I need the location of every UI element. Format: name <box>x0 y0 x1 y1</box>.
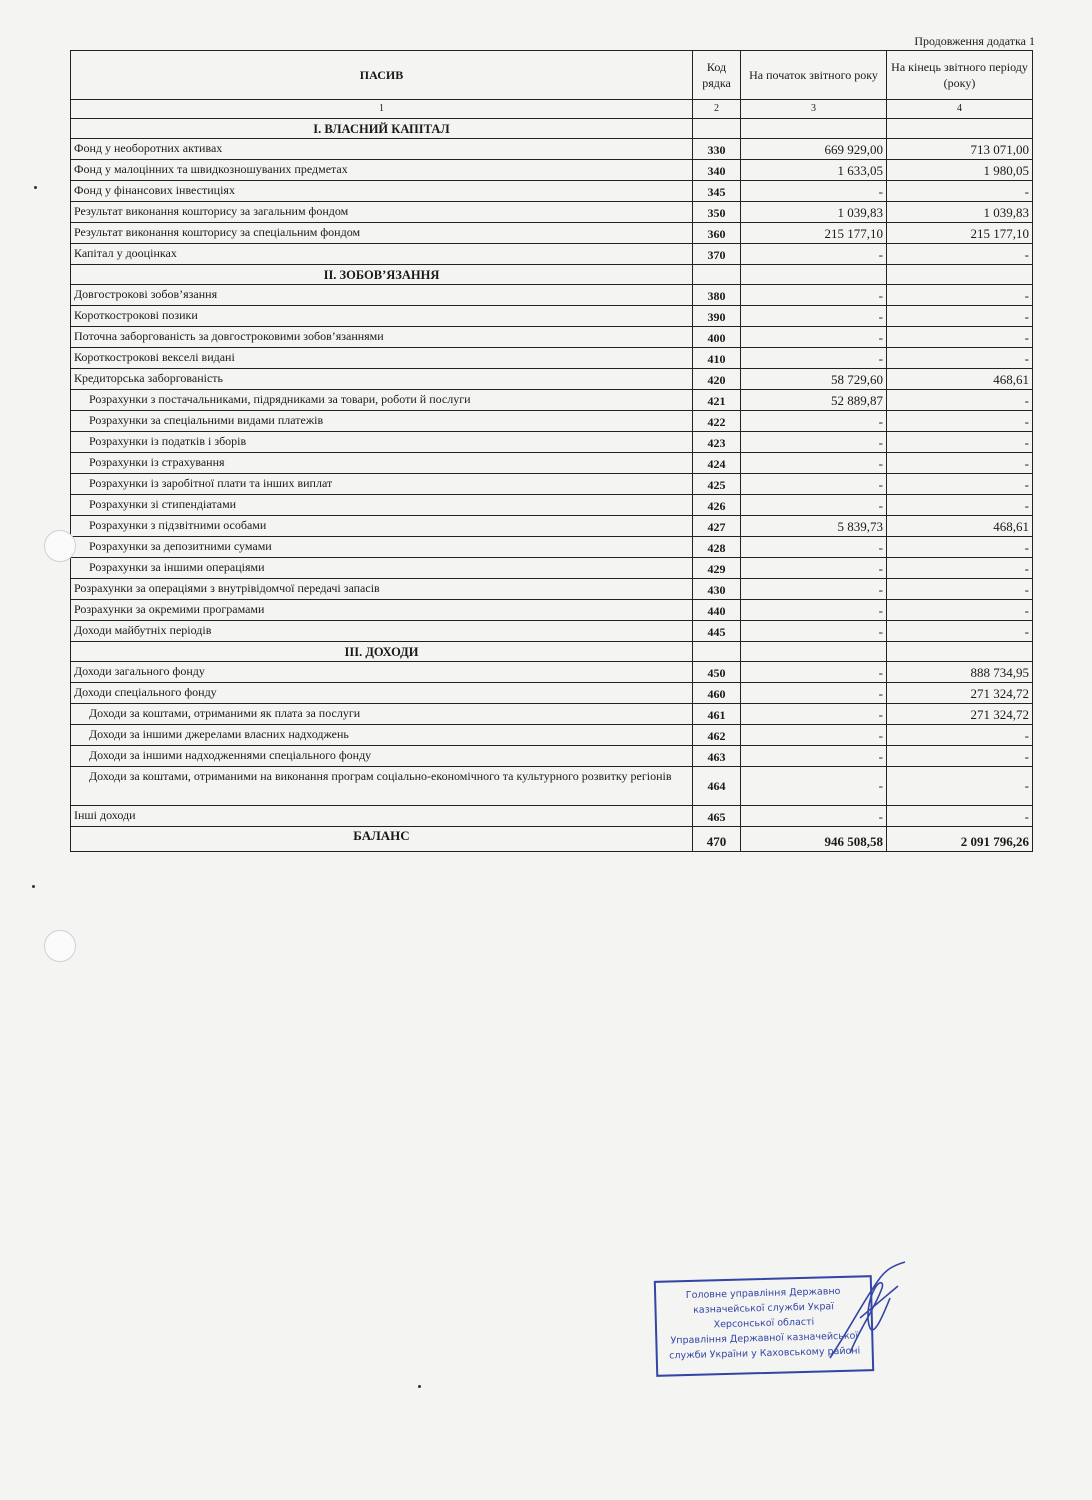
row-start: - <box>741 746 887 767</box>
table-row <box>71 537 1033 558</box>
row-name: Розрахунки за операціями з внутрівідомчої передачі запасів <box>71 579 693 600</box>
row-name: Доходи спеціального фонду <box>71 683 693 704</box>
row-end: - <box>887 495 1033 516</box>
row-start: 215 177,10 <box>741 223 887 244</box>
table-row <box>71 474 1033 495</box>
table-row <box>71 223 1033 244</box>
row-code: 460 <box>693 683 741 704</box>
row-name: Розрахунки зі стипендіатами <box>71 495 693 516</box>
row-name: Доходи за коштами, отриманими як плата за послуги <box>71 704 693 725</box>
row-code: 400 <box>693 327 741 348</box>
row-start: - <box>741 348 887 369</box>
section-title: ІІІ. ДОХОДИ <box>71 642 693 662</box>
row-end: 888 734,95 <box>887 662 1033 683</box>
table-row <box>71 725 1033 746</box>
col-num-4: 4 <box>887 100 1033 119</box>
row-name: Результат виконання кошторису за спеціальним фондом <box>71 223 693 244</box>
row-code: 360 <box>693 223 741 244</box>
balance-label: БАЛАНС <box>71 827 693 852</box>
row-code: 440 <box>693 600 741 621</box>
row-name: Розрахунки за іншими операціями <box>71 558 693 579</box>
header-start: На початок звітного року <box>741 51 887 100</box>
row-code: 450 <box>693 662 741 683</box>
punch-hole <box>44 530 76 562</box>
row-name: Короткострокові векселі видані <box>71 348 693 369</box>
row-code: 424 <box>693 453 741 474</box>
table-row <box>71 327 1033 348</box>
row-start: 52 889,87 <box>741 390 887 411</box>
row-name: Доходи майбутніх періодів <box>71 621 693 642</box>
row-start: - <box>741 327 887 348</box>
row-end: - <box>887 244 1033 265</box>
table-row <box>71 348 1033 369</box>
row-code: 461 <box>693 704 741 725</box>
row-end: 713 071,00 <box>887 139 1033 160</box>
row-code: 429 <box>693 558 741 579</box>
punch-hole <box>44 930 76 962</box>
row-end: - <box>887 390 1033 411</box>
table-row <box>71 516 1033 537</box>
row-end: 1 980,05 <box>887 160 1033 181</box>
section-row <box>71 119 1033 139</box>
row-start: - <box>741 558 887 579</box>
table-row <box>71 683 1033 704</box>
row-end: - <box>887 327 1033 348</box>
row-end: - <box>887 746 1033 767</box>
row-start: - <box>741 306 887 327</box>
row-start: - <box>741 767 887 806</box>
row-code: 330 <box>693 139 741 160</box>
row-code: 425 <box>693 474 741 495</box>
col-num-3: 3 <box>741 100 887 119</box>
row-name: Фонд у фінансових інвестиціях <box>71 181 693 202</box>
header-code: Код рядка <box>693 51 741 100</box>
row-name: Доходи за іншими джерелами власних надходжень <box>71 725 693 746</box>
row-start: - <box>741 411 887 432</box>
table-row <box>71 369 1033 390</box>
row-end: - <box>887 348 1033 369</box>
balance-table <box>70 50 1033 852</box>
header-row <box>71 51 1033 100</box>
scan-speck <box>418 1385 421 1388</box>
row-code: 426 <box>693 495 741 516</box>
row-start: - <box>741 662 887 683</box>
row-start: 1 039,83 <box>741 202 887 223</box>
balance-total-row <box>71 827 1033 852</box>
table-row <box>71 746 1033 767</box>
scan-speck <box>34 186 37 189</box>
row-code: 464 <box>693 767 741 806</box>
table-row <box>71 704 1033 725</box>
row-code: 430 <box>693 579 741 600</box>
section-row <box>71 642 1033 662</box>
row-code: 423 <box>693 432 741 453</box>
row-end: - <box>887 306 1033 327</box>
row-end: - <box>887 474 1033 495</box>
row-code: 350 <box>693 202 741 223</box>
row-end: - <box>887 725 1033 746</box>
row-name: Розрахунки з постачальниками, підрядниками за товари, роботи й послуги <box>71 390 693 411</box>
table-row <box>71 306 1033 327</box>
row-name: Інші доходи <box>71 806 693 827</box>
table-row <box>71 181 1033 202</box>
row-code: 345 <box>693 181 741 202</box>
row-name: Розрахунки за депозитними сумами <box>71 537 693 558</box>
row-name: Фонд у малоцінних та швидкозношуваних предметах <box>71 160 693 181</box>
row-start: - <box>741 244 887 265</box>
row-name: Доходи загального фонду <box>71 662 693 683</box>
row-name: Розрахунки із страхування <box>71 453 693 474</box>
row-name: Розрахунки з підзвітними особами <box>71 516 693 537</box>
row-start: - <box>741 285 887 306</box>
section-title: ІІ. ЗОБОВ’ЯЗАННЯ <box>71 265 693 285</box>
table-row <box>71 662 1033 683</box>
table-row <box>71 495 1033 516</box>
row-code: 463 <box>693 746 741 767</box>
row-end: - <box>887 453 1033 474</box>
header-pasiv: ПАСИВ <box>71 51 693 100</box>
col-num-2: 2 <box>693 100 741 119</box>
table-row <box>71 244 1033 265</box>
row-code: 421 <box>693 390 741 411</box>
row-code: 370 <box>693 244 741 265</box>
table-row <box>71 139 1033 160</box>
treasury-stamp: Головне управління Державно казначейської служби Украї Херсонської області Управління Державної казначейської служби України у Каховському районі <box>654 1275 874 1377</box>
row-end: - <box>887 621 1033 642</box>
table-row <box>71 453 1033 474</box>
row-name: Доходи за коштами, отриманими на виконання програм соціально-економічного та культурного розвитку регіонів <box>71 767 693 806</box>
row-end: - <box>887 767 1033 806</box>
row-start: - <box>741 725 887 746</box>
balance-start: 946 508,58 <box>741 827 887 852</box>
row-code: 390 <box>693 306 741 327</box>
row-end: 1 039,83 <box>887 202 1033 223</box>
balance-end: 2 091 796,26 <box>887 827 1033 852</box>
table-row <box>71 285 1033 306</box>
column-number-row <box>71 100 1033 119</box>
row-end: - <box>887 285 1033 306</box>
row-start: - <box>741 432 887 453</box>
row-end: - <box>887 558 1033 579</box>
row-start: - <box>741 683 887 704</box>
table-row <box>71 767 1033 806</box>
row-code: 462 <box>693 725 741 746</box>
row-code: 420 <box>693 369 741 390</box>
row-code: 465 <box>693 806 741 827</box>
row-name: Розрахунки із заробітної плати та інших виплат <box>71 474 693 495</box>
row-code: 470 <box>693 827 741 852</box>
table-row <box>71 579 1033 600</box>
row-name: Капітал у дооцінках <box>71 244 693 265</box>
table-row <box>71 390 1033 411</box>
row-start: - <box>741 600 887 621</box>
section-row <box>71 265 1033 285</box>
table-row <box>71 160 1033 181</box>
row-code: 410 <box>693 348 741 369</box>
row-end: - <box>887 432 1033 453</box>
page-note: Продовження додатка 1 <box>914 34 1035 48</box>
table-row <box>71 432 1033 453</box>
row-end: 271 324,72 <box>887 704 1033 725</box>
row-start: - <box>741 806 887 827</box>
header-end: На кінець звітного періоду (року) <box>887 51 1033 100</box>
row-code: 445 <box>693 621 741 642</box>
row-end: - <box>887 806 1033 827</box>
table-row <box>71 621 1033 642</box>
row-start: - <box>741 621 887 642</box>
table-row <box>71 806 1033 827</box>
row-name: Довгострокові зобов’язання <box>71 285 693 306</box>
row-end: 271 324,72 <box>887 683 1033 704</box>
row-start: 669 929,00 <box>741 139 887 160</box>
section-title: І. ВЛАСНИЙ КАПІТАЛ <box>71 119 693 139</box>
row-name: Розрахунки за спеціальними видами платежів <box>71 411 693 432</box>
row-name: Поточна заборгованість за довгостроковими зобов’язаннями <box>71 327 693 348</box>
table-row <box>71 411 1033 432</box>
row-name: Короткострокові позики <box>71 306 693 327</box>
scan-speck <box>32 885 35 888</box>
row-start: 5 839,73 <box>741 516 887 537</box>
row-name: Розрахунки за окремими програмами <box>71 600 693 621</box>
row-start: 58 729,60 <box>741 369 887 390</box>
row-code: 427 <box>693 516 741 537</box>
row-start: - <box>741 579 887 600</box>
col-num-1: 1 <box>71 100 693 119</box>
row-end: 468,61 <box>887 369 1033 390</box>
row-start: 1 633,05 <box>741 160 887 181</box>
row-name: Кредиторська заборгованість <box>71 369 693 390</box>
row-code: 422 <box>693 411 741 432</box>
row-end: 468,61 <box>887 516 1033 537</box>
row-name: Результат виконання кошторису за загальним фондом <box>71 202 693 223</box>
row-end: 215 177,10 <box>887 223 1033 244</box>
row-code: 428 <box>693 537 741 558</box>
row-code: 380 <box>693 285 741 306</box>
row-end: - <box>887 411 1033 432</box>
row-start: - <box>741 495 887 516</box>
table-row <box>71 202 1033 223</box>
row-start: - <box>741 181 887 202</box>
row-end: - <box>887 181 1033 202</box>
row-start: - <box>741 704 887 725</box>
row-end: - <box>887 537 1033 558</box>
row-name: Розрахунки із податків і зборів <box>71 432 693 453</box>
row-name: Фонд у необоротних активах <box>71 139 693 160</box>
row-end: - <box>887 579 1033 600</box>
row-code: 340 <box>693 160 741 181</box>
row-name: Доходи за іншими надходженнями спеціального фонду <box>71 746 693 767</box>
row-start: - <box>741 474 887 495</box>
table-row <box>71 558 1033 579</box>
table-row <box>71 600 1033 621</box>
row-end: - <box>887 600 1033 621</box>
signature-icon <box>820 1258 915 1378</box>
row-start: - <box>741 537 887 558</box>
row-start: - <box>741 453 887 474</box>
